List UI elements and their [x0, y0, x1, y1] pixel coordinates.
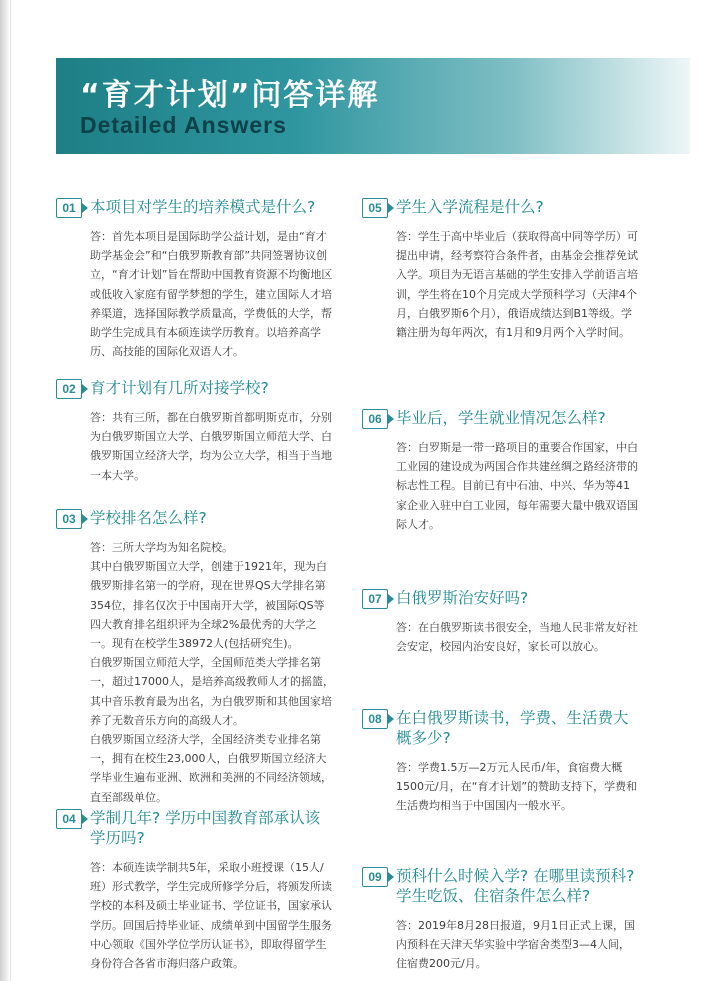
question-number-badge: 01	[56, 198, 82, 218]
book-spine-shadow	[0, 0, 10, 981]
question-header	[362, 588, 640, 608]
question-text: 在白俄罗斯读书，学费、生活费大概多少?	[396, 709, 629, 747]
question-number-badge: 04	[56, 809, 82, 829]
question-number-badge: 09	[362, 867, 388, 887]
answer-paragraph: 答：学生于高中毕业后（获取得高中同等学历）可提出申请，经考察符合条件者，由基金会推荐免试入学。项目为无语言基础的学生安排入学前语言培训，学生将在10个月完成大学预科学习（天津4个月，白俄罗斯6个月），俄语成绩达到B1等级。学籍注册为每年两次，有1月和9月两个入学时间。	[396, 230, 638, 340]
question-number-badge: 07	[362, 589, 388, 609]
answer-paragraph: 答：白罗斯是一带一路项目的重要合作国家，中白工业园的建设成为两国合作共建丝绸之路经济带的标志性工程。目前已有中石油、中兴、华为等41家企业入驻中白工业园，每年需要大量中俄双语国际人才。	[396, 441, 638, 531]
question-number-badge: 03	[56, 509, 82, 529]
question-header	[56, 808, 334, 848]
question-text: 毕业后，学生就业情况怎么样?	[396, 409, 606, 427]
answer-paragraph: 答：共有三所，都在白俄罗斯首都明斯克市，分别为白俄罗斯国立大学、白俄罗斯国立师范大学、白俄罗斯国立经济大学，均为公立大学，相当于当地一本大学。	[90, 411, 332, 482]
page-subtitle: Detailed Answers	[80, 112, 287, 138]
question-header	[362, 708, 640, 748]
page-edge-line	[10, 0, 11, 981]
question-number-badge: 06	[362, 409, 388, 429]
question-header	[56, 197, 334, 217]
question-number-badge: 05	[362, 198, 388, 218]
qa-item-05	[362, 197, 640, 342]
answer-paragraph: 答：在白俄罗斯读书很安全，当地人民非常友好社会安定，校园内治安良好，家长可以放心。	[396, 621, 638, 654]
qa-item-08	[362, 708, 640, 816]
answer-text	[396, 618, 640, 656]
question-header	[362, 197, 640, 217]
question-number-badge: 08	[362, 709, 388, 729]
answer-text	[90, 408, 334, 485]
answer-paragraph: 答：首先本项目是国际助学公益计划，是由“育才助学基金会”和“白俄罗斯教育部”共同签署协议创立，“育才计划”旨在帮助中国教育资源不均衡地区或低收入家庭有留学梦想的学生，建立国际人才培养渠道，选择国际教学质量高，学费低的大学，帮助学生完成具有本硕连读学历教育。以培养高学历、高技能的国际化双语人才。	[90, 230, 333, 359]
answer-paragraph: 答：2019年8月28日报道，9月1日正式上课，国内预科在天津天华实验中学宿舍类型3—4人间，住宿费200元/月。	[396, 919, 635, 971]
question-text: 本项目对学生的培养模式是什么?	[90, 198, 316, 216]
qa-item-09	[362, 866, 640, 974]
answer-paragraph: 白俄罗斯国立经济大学，全国经济类专业排名第一，拥有在校生23,000人，白俄罗斯国立经济大学毕业生遍布亚洲、欧洲和美洲的不同经济领域，直至部级单位。	[90, 733, 332, 804]
question-text: 育才计划有几所对接学校?	[90, 379, 269, 397]
qa-item-02	[56, 378, 334, 485]
question-header	[362, 408, 640, 428]
qa-item-01	[56, 197, 334, 361]
answer-paragraph: 答：学费1.5万—2万元人民币/年，食宿费大概1500元/月，在“育才计划”的赞助支持下，学费和生活费均相当于中国国内一般水平。	[396, 761, 638, 813]
page-title: “育才计划”问答详解	[80, 78, 380, 113]
question-header	[362, 866, 640, 906]
qa-item-07	[362, 588, 640, 656]
qa-item-06	[362, 408, 640, 534]
answer-text	[90, 538, 334, 807]
question-text: 预科什么时候入学? 在哪里读预科? 学生吃饭、住宿条件怎么样?	[396, 867, 635, 905]
qa-item-04	[56, 808, 334, 973]
answer-paragraph: 答：三所大学均为知名院校。	[90, 541, 233, 554]
question-text: 学制几年? 学历中国教育部承认该学历吗?	[90, 809, 321, 847]
qa-item-03	[56, 508, 334, 807]
question-number-badge: 02	[56, 379, 82, 399]
answer-text	[90, 227, 334, 361]
question-header	[56, 508, 334, 528]
question-text: 学生入学流程是什么?	[396, 198, 544, 216]
question-text: 学校排名怎么样?	[90, 509, 207, 527]
answer-text	[396, 438, 640, 534]
answer-paragraph: 白俄罗斯国立师范大学，全国师范类大学排名第一，超过17000人，是培养高级教师人才的摇篮，其中音乐教育最为出名，为白俄罗斯和其他国家培养了无数音乐方向的高级人才。	[90, 656, 334, 727]
answer-text	[90, 858, 334, 973]
answer-paragraph: 其中白俄罗斯国立大学，创建于1921年，现为白俄罗斯排名第一的学府，现在世界QS大学排名第354位，排名仅次于中国南开大学，被国际QS等四大教育排名组织评为全球2%最优秀的大学之一。现有在校学生38972人(包括研究生)。	[90, 560, 327, 651]
question-header	[56, 378, 334, 398]
question-text: 白俄罗斯治安好吗?	[396, 589, 529, 607]
answer-paragraph: 答：本硕连读学制共5年，采取小班授课（15人/班）形式教学，学生完成所修学分后，将颁发所读学校的本科及硕士毕业证书、学位证书，国家承认学历。回国后持毕业证、成绩单到中国留学生服务中心领取《国外学位学历认证书》，即取得留学生身份符合各省市海归落户政策。	[90, 861, 332, 971]
answer-text	[396, 758, 640, 816]
answer-text	[396, 916, 640, 974]
answer-text	[396, 227, 640, 342]
